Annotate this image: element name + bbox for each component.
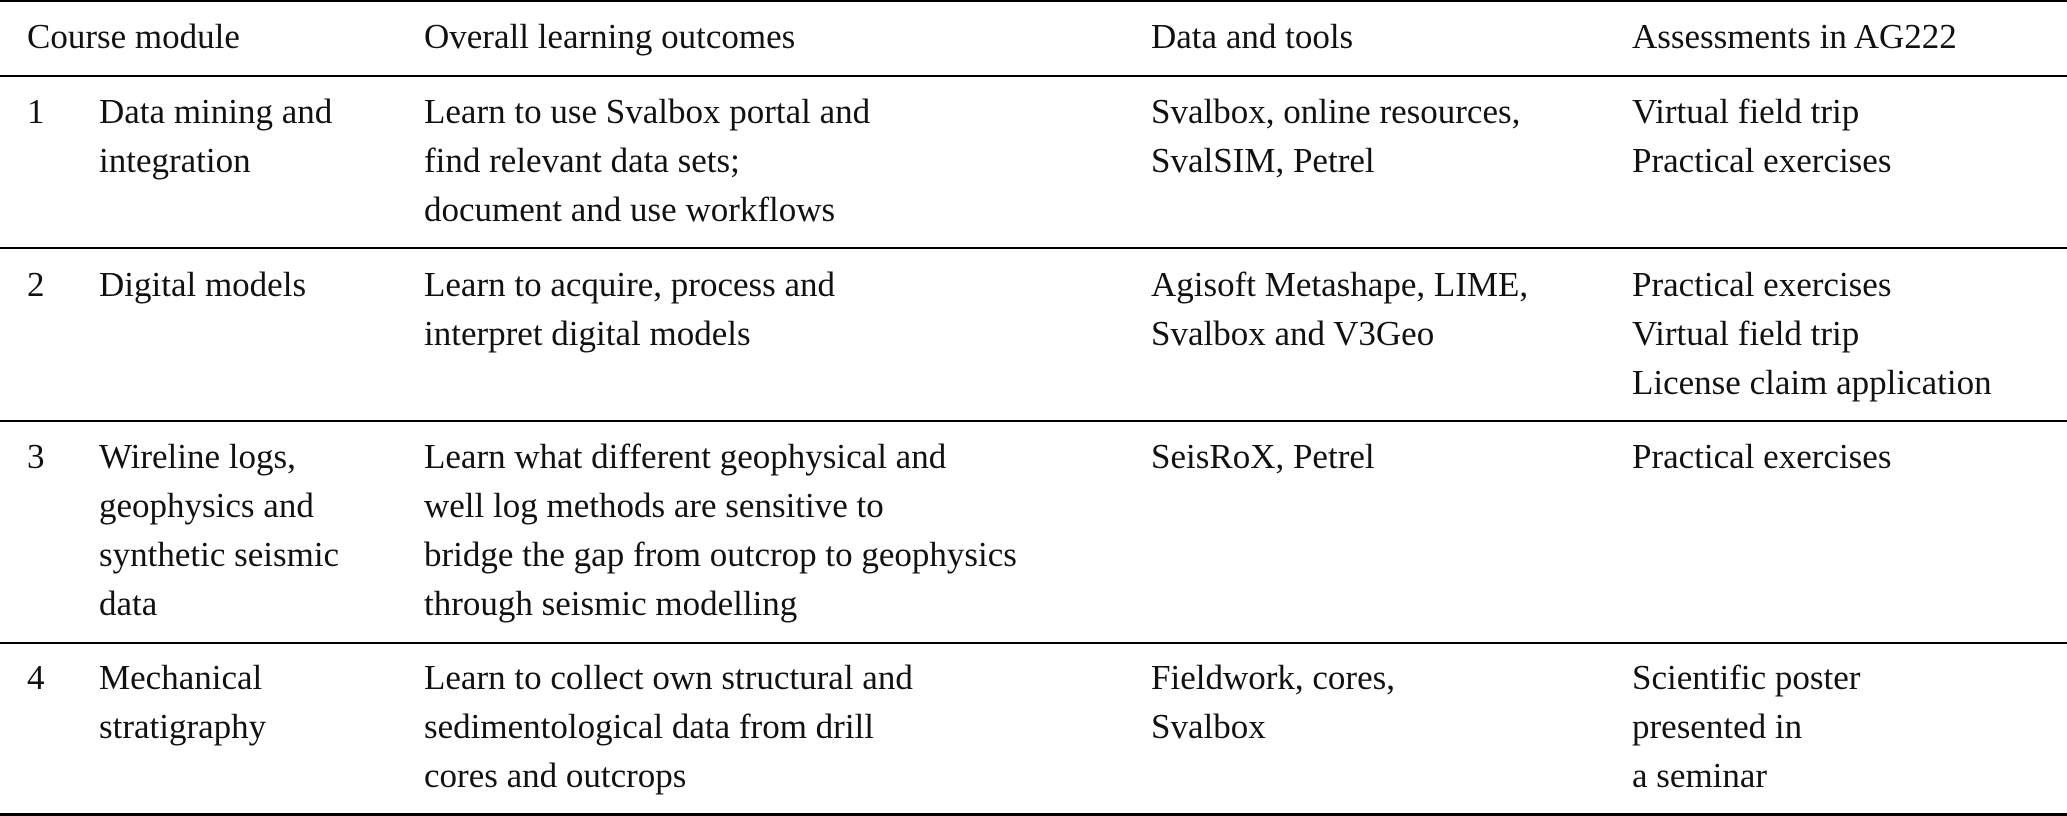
row-1-rule [0,247,2067,249]
row-4-tools-line: Svalbox [1151,707,1266,746]
header-learning-outcomes: Overall learning outcomes [424,17,796,56]
row-2-assessments-line: Virtual field trip [1632,314,1860,353]
row-2-number: 2 [27,265,45,304]
row-2-tools [1151,260,1528,358]
header-assessments: Assessments in AG222 [1632,17,1957,56]
row-4-assessments [1632,653,1860,800]
row-4-module-line: Mechanical [99,658,263,697]
row-2-outcomes-line: interpret digital models [424,314,751,353]
row-1-tools-line: Svalbox, online resources, [1151,92,1521,131]
header-rule [0,75,2067,77]
row-3-module-line: data [99,584,158,623]
row-1-assessments-line: Practical exercises [1632,141,1892,180]
row-2-rule [0,420,2067,422]
row-1-outcomes-line: Learn to use Svalbox portal and [424,92,871,131]
row-2-module-line: Digital models [99,265,307,304]
row-1-outcomes-line: find relevant data sets; [424,141,740,180]
row-3-assessments [1632,432,1891,481]
row-4-assessments-line: Scientific poster [1632,658,1861,697]
row-3-assessments-line: Practical exercises [1632,437,1892,476]
row-3-outcomes-line: well log methods are sensitive to [424,486,884,525]
row-3-module [99,432,339,628]
row-4-module-line: stratigraphy [99,707,267,746]
row-1-module-line: Data mining and [99,92,333,131]
row-2-outcomes-line: Learn to acquire, process and [424,265,836,304]
row-2-assessments [1632,260,1992,407]
header-data-and-tools: Data and tools [1151,17,1354,56]
row-2-outcomes [424,260,835,358]
row-3-outcomes-line: through seismic modelling [424,584,798,623]
row-1-assessments-line: Virtual field trip [1632,92,1860,131]
row-3-module-line: synthetic seismic [99,535,340,574]
row-3-outcomes [424,432,1017,628]
row-2-module [99,260,306,309]
row-4-outcomes-line: cores and outcrops [424,756,687,795]
header-course-module: Course module [27,17,240,56]
row-1-assessments [1632,87,1891,185]
row-3-rule [0,642,2067,644]
row-4-module [99,653,266,751]
row-4-tools-line: Fieldwork, cores, [1151,658,1395,697]
row-4-number: 4 [27,658,45,697]
top-rule [0,0,2067,2]
row-3-module-line: geophysics and [99,486,314,525]
row-3-outcomes-line: Learn what different geophysical and [424,437,947,476]
row-3-tools-line: SeisRoX, Petrel [1151,437,1375,476]
row-1-tools-line: SvalSIM, Petrel [1151,141,1375,180]
row-3-outcomes-line: bridge the gap from outcrop to geophysics [424,535,1017,574]
row-2-assessments-line: Practical exercises [1632,265,1892,304]
row-4-tools [1151,653,1395,751]
row-1-outcomes-line: document and use workflows [424,190,836,229]
row-1-module [99,87,332,185]
row-2-tools-line: Svalbox and V3Geo [1151,314,1435,353]
row-2-tools-line: Agisoft Metashape, LIME, [1151,265,1529,304]
row-1-tools [1151,87,1520,185]
row-1-number: 1 [27,92,45,131]
row-1-outcomes [424,87,870,234]
row-4-outcomes-line: Learn to collect own structural and [424,658,913,697]
row-1-module-line: integration [99,141,251,180]
row-4-assessments-line: presented in [1632,707,1803,746]
row-4-assessments-line: a seminar [1632,756,1768,795]
row-4-outcomes [424,653,913,800]
row-3-number: 3 [27,437,45,476]
row-4-outcomes-line: sedimentological data from drill [424,707,875,746]
row-2-assessments-line: License claim application [1632,363,1992,402]
row-3-module-line: Wireline logs, [99,437,296,476]
row-3-tools [1151,432,1375,481]
